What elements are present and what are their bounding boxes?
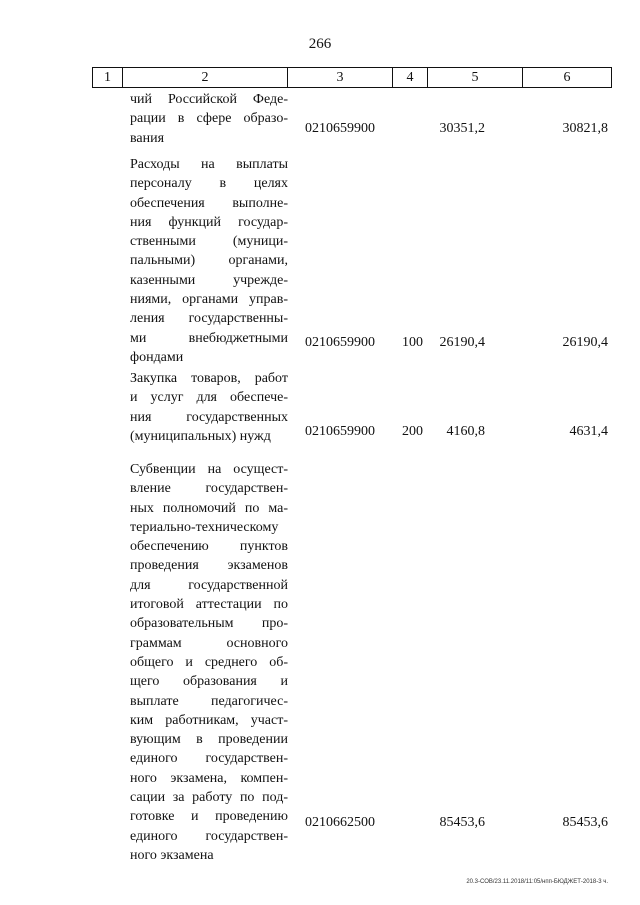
desc-line: единого государствен- xyxy=(130,828,288,844)
row-value-6: 30821,8 xyxy=(562,121,608,136)
desc-line: ления государственны- xyxy=(130,311,288,327)
header-col-5: 5 xyxy=(428,68,523,87)
row-value-5: 30351,2 xyxy=(439,121,485,136)
desc-line: Субвенции на осущест- xyxy=(130,462,288,477)
row-code: 0210659900 xyxy=(305,121,375,136)
desc-line: обеспечения выполне- xyxy=(130,195,288,211)
row-description xyxy=(130,155,288,367)
row-code: 0210659900 xyxy=(305,335,375,350)
desc-line: обеспечению пунктов xyxy=(130,539,288,555)
page-number: 266 xyxy=(308,36,332,52)
desc-line: сации за работу по под- xyxy=(130,790,288,806)
row-value-6: 4631,4 xyxy=(569,424,608,439)
desc-line: персоналу в целях xyxy=(130,176,288,192)
row-code: 0210662500 xyxy=(305,815,375,830)
row-value-5: 4160,8 xyxy=(446,424,485,439)
desc-line: выплате педагогичес- xyxy=(130,693,288,709)
desc-line: Расходы на выплаты xyxy=(130,157,288,172)
row-value-5: 85453,6 xyxy=(439,815,485,830)
desc-line: ния государственных xyxy=(130,409,288,425)
header-col-2: 2 xyxy=(123,68,288,87)
desc-line: вующим в проведении xyxy=(130,732,288,748)
desc-line: образовательным про- xyxy=(130,616,288,632)
desc-line: единого государствен- xyxy=(130,751,288,767)
row-description xyxy=(130,369,288,446)
row-type: 100 xyxy=(402,335,423,350)
row-description xyxy=(130,460,288,865)
desc-line: ния функций государ- xyxy=(130,214,288,230)
desc-line: итоговой аттестации по xyxy=(130,597,288,613)
desc-line: рации в сфере образо- xyxy=(130,111,288,127)
desc-line: для государственной xyxy=(130,577,288,593)
row-code: 0210659900 xyxy=(305,424,375,439)
desc-line: щего образования и xyxy=(130,674,288,690)
desc-line: ного экзамена, компен- xyxy=(130,770,288,786)
desc-line: общего и среднего об- xyxy=(130,654,288,670)
header-col-1: 1 xyxy=(93,68,123,87)
row-value-6: 26190,4 xyxy=(562,335,608,350)
desc-line: фондами xyxy=(130,349,184,365)
row-value-6: 85453,6 xyxy=(562,815,608,830)
row-type: 200 xyxy=(402,424,423,439)
desc-line: ных полномочий по ма- xyxy=(130,500,288,516)
desc-line: ственными (муници- xyxy=(130,234,288,250)
table-header-row xyxy=(92,67,612,88)
header-col-6: 6 xyxy=(563,70,571,85)
desc-line: проведения экзаменов xyxy=(130,558,288,574)
desc-line: чий Российской Феде- xyxy=(130,92,288,107)
desc-line: вания xyxy=(130,130,165,146)
desc-line: готовке и проведению xyxy=(130,809,288,825)
desc-line: Закупка товаров, работ xyxy=(130,371,288,386)
footer-stamp: 20.3-СОВ/23.11.2018/11:05/нпп-БЮДЖЕТ-2018-3 ч. xyxy=(466,879,608,885)
desc-line: териально-техническому xyxy=(130,519,279,535)
desc-line: пальными) органами, xyxy=(130,253,288,269)
desc-line: (муниципальных) нужд xyxy=(130,428,271,444)
desc-line: ми внебюджетными xyxy=(130,330,288,346)
desc-line: и услуг для обеспече- xyxy=(130,390,288,406)
desc-line: вление государствен- xyxy=(130,481,288,497)
desc-line: казенными учрежде- xyxy=(130,272,288,288)
row-value-5: 26190,4 xyxy=(439,335,485,350)
header-col-4: 4 xyxy=(393,68,428,87)
desc-line: ким работникам, участ- xyxy=(130,712,288,728)
desc-line: граммам основного xyxy=(130,635,288,651)
row-description xyxy=(130,90,288,148)
desc-line: ного экзамена xyxy=(130,847,214,863)
desc-line: ниями, органами управ- xyxy=(130,292,288,308)
header-col-3: 3 xyxy=(288,68,393,87)
